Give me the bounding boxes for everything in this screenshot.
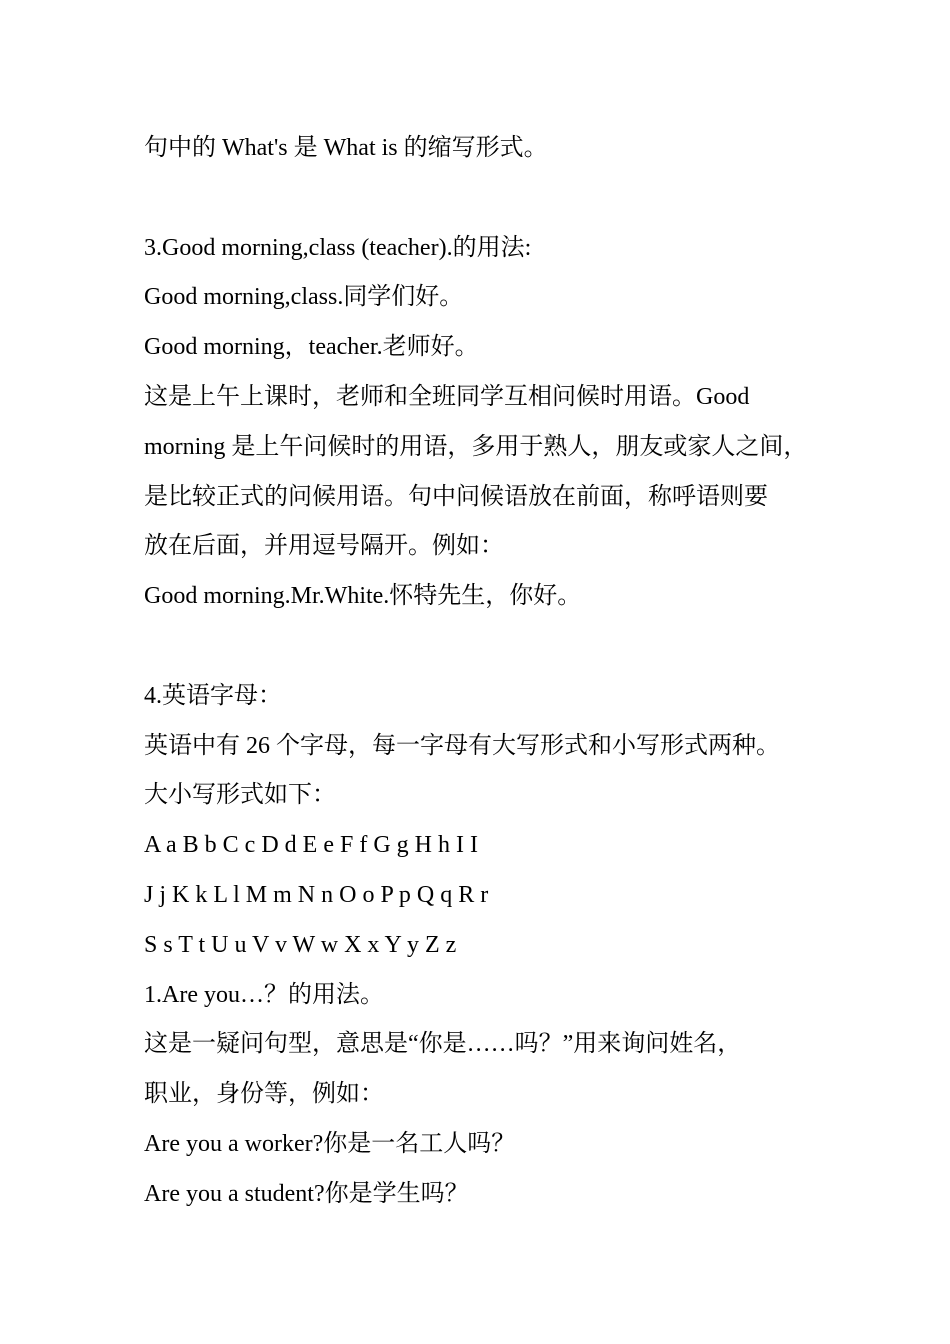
example-line: Good morning.Mr.White.怀特先生，你好。 [144, 583, 582, 610]
example-line: Good morning,class.同学们好。 [144, 284, 464, 311]
paragraph-line: 这是一疑问句型，意思是“你是……吗？”用来询问姓名， [144, 1031, 742, 1058]
paragraph-line: 英语中有 26 个字母，每一字母有大写形式和小写形式两种。 [144, 732, 780, 759]
section-heading: 4.英语字母： [144, 682, 282, 709]
blank-line [144, 622, 834, 672]
alphabet-line: S s T t U u V v W w X x Y y Z z [144, 931, 457, 958]
paragraph-line: 职业，身份等，例如： [144, 1081, 384, 1108]
section-heading: 1.Are you…？的用法。 [144, 981, 384, 1008]
document-body [144, 124, 834, 1220]
blank-line [144, 174, 834, 224]
paragraph-line: morning 是上午问候时的用语，多用于熟人，朋友或家人之间， [144, 433, 808, 460]
paragraph-line: 这是上午上课时，老师和全班同学互相问候时用语。Good [144, 383, 750, 410]
paragraph-line: 大小写形式如下： [144, 782, 336, 809]
alphabet-line: J j K k L l M m N n O o P p Q q R r [144, 881, 489, 908]
alphabet-line: A a B b C c D d E e F f G g H h I I [144, 832, 478, 859]
example-line: Good morning，teacher.老师好。 [144, 334, 479, 361]
text-line: 句中的 What's 是 What is 的缩写形式。 [144, 135, 548, 161]
example-line: Are you a worker?你是一名工人吗？ [144, 1130, 516, 1157]
paragraph-line: 是比较正式的问候用语。句中问候语放在前面，称呼语则要 [144, 483, 768, 510]
paragraph-line: 放在后面，并用逗号隔开。例如： [144, 533, 504, 560]
section-heading: 3.Good morning,class (teacher).的用法: [144, 234, 532, 261]
example-line: Are you a student?你是学生吗？ [144, 1180, 469, 1207]
